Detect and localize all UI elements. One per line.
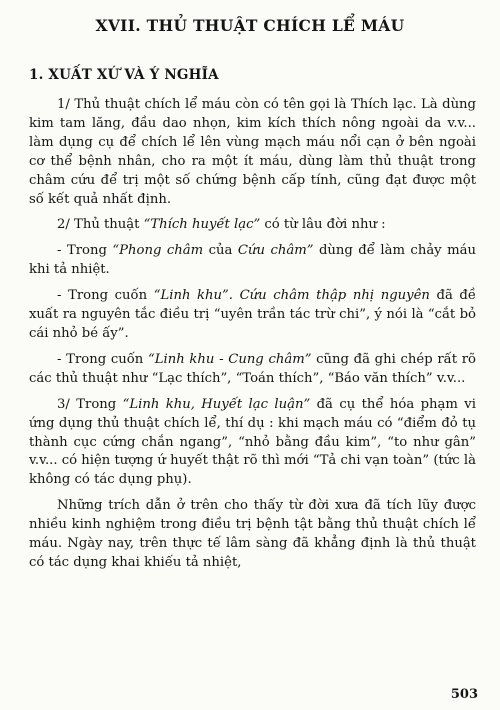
- paragraph: [29, 497, 476, 573]
- paragraph: [29, 96, 476, 209]
- text-run: cũng đã ghi chép rất rõ các thủ thuật như “Lạc thích”, “Toán thích”, “Báo văn thích” v.v...: [29, 351, 476, 386]
- text-run: - Trong cuốn: [57, 351, 148, 367]
- text-run: - Trong: [57, 243, 113, 259]
- paragraph: [29, 216, 476, 235]
- text-run: dùng để làm chảy máu khi tả nhiệt.: [29, 243, 476, 278]
- text-run: của: [203, 243, 238, 259]
- italic-text-run: “Linh khu, Huyết lạc luận”: [122, 396, 311, 412]
- section-heading: 1. XUẤT XỨ VÀ Ý NGHĨA: [29, 67, 219, 83]
- italic-text-run: Cứu châm”: [237, 243, 314, 259]
- text-run: - Trong cuốn: [57, 288, 154, 304]
- paragraph: [29, 396, 476, 491]
- text-run: 1/ Thủ thuật chích lể máu còn có tên gọi là Thích lạc. Là dùng kim tam lăng, đầu dao nhọn, kim kích thích nông ngoài da v.v... làm dụng cụ để chích lể lên vùng mạch máu nổi cạn ở bên ngoài cơ thể bệnh nhân, cho ra một ít máu, dùng làm thủ thuật trong châm cứu để trị một số chứng bệnh cấp tính, cũng đạt được một số kết quả nhất định.: [29, 97, 476, 207]
- text-run: đã đề xuất ra nguyên tắc điều trị “uyên trần tác trừ chi”, ý nói là “cắt bỏ cái nhỏ bé ấy”.: [29, 288, 476, 341]
- body-text: [29, 96, 476, 580]
- italic-text-run: “Linh khu”. Cứu châm thập nhị nguyên: [153, 288, 430, 304]
- paragraph: [29, 242, 476, 280]
- text-run: có từ lâu đời như :: [260, 217, 386, 233]
- italic-text-run: “Thích huyết lạc”: [143, 217, 261, 233]
- text-run: 2/ Thủ thuật: [57, 217, 144, 233]
- text-run: Những trích dẫn ở trên cho thấy từ đời xưa đã tích lũy được nhiều kinh nghiệm trong điều trị bệnh tật bằng thủ thuật chích lể máu. Ngày nay, trên thực tế lâm sàng đã khẳng định là thủ thuật có tác dụng khai khiếu tả nhiệt,: [29, 498, 476, 570]
- text-run: đã cụ thể hóa phạm vi ứng dụng thủ thuật chích lể, thí dụ : khi mạch máu có “điểm đỏ tụ thành cục cứng chắn ngang”, “nhỏ bằng đầu kim”, “to như gân” v.v... có hiện tượng ứ huyết thật rõ thì mới “Tả chi vạn toàn” (tức là không có tác dụng phụ).: [29, 396, 476, 488]
- italic-text-run: “Linh khu - Cung châm”: [147, 351, 312, 367]
- page-number: 503: [450, 687, 478, 702]
- paragraph: [29, 287, 476, 344]
- paragraph: [29, 351, 476, 389]
- chapter-title: XVII. THỦ THUẬT CHÍCH LỂ MÁU: [95, 16, 405, 35]
- italic-text-run: “Phong châm: [112, 243, 204, 259]
- text-run: 3/ Trong: [57, 396, 123, 412]
